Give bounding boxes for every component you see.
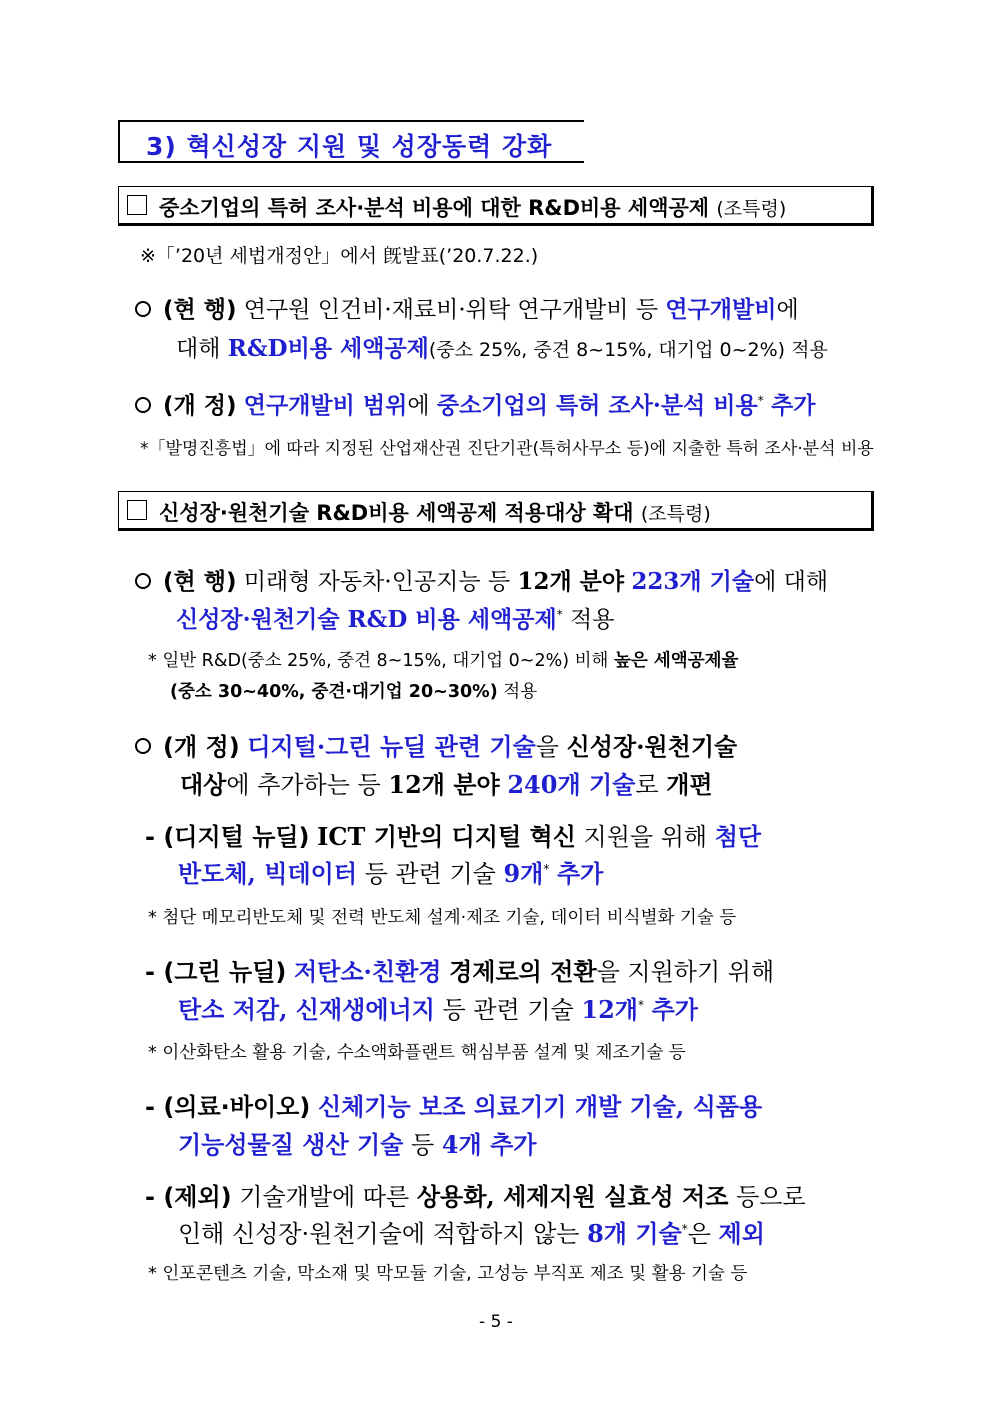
block1-current-line2: 대해 R&D비용 세액공제(중소 25%, 중견 8~15%, 대기업 0~2%) 적용 <box>176 335 828 362</box>
block2-current-line2: 신성장·원천기술 R&D 비용 세액공제* 적용 <box>176 606 615 633</box>
circle-bullet-icon <box>135 301 151 317</box>
digital-line1: - (디지털 뉴딜) ICT 기반의 디지털 혁신 지원을 위해 첨단 <box>145 822 762 851</box>
block2-current-line1: (현 행) 미래형 자동차·인공지능 등 12개 분야 223개 기술에 대해 <box>135 563 828 596</box>
circle-bullet-icon <box>135 738 151 754</box>
exclude-note: * 인포콘텐츠 기술, 막소재 및 막모듈 기술, 고성능 부직포 제조 및 활용 기술 등 <box>148 1264 748 1284</box>
page-number: - 5 - <box>479 1312 513 1332</box>
bio-line2: 기능성물질 생산 기술 등 4개 추가 <box>178 1130 537 1159</box>
block2-heading: 신성장·원천기술 R&D비용 세액공제 적용대상 확대 (조특령) <box>159 501 711 525</box>
block1-ref-note: ※「’20년 세법개정안」에서 旣발표(’20.7.22.) <box>140 245 539 267</box>
block1-current-line1: (현 행) 연구원 인건비·재료비·위탁 연구개발비 등 연구개발비에 <box>135 291 799 324</box>
digital-note: * 첨단 메모리반도체 및 전력 반도체 설계·제조 기술, 데이터 비식별화 기술 등 <box>148 908 737 928</box>
block1-heading-box <box>118 186 874 226</box>
section-title-box <box>118 120 584 163</box>
square-bullet-icon <box>127 500 147 520</box>
exclude-line1: - (제외) 기술개발에 따른 상용화, 세제지원 실효성 저조 등으로 <box>145 1182 806 1211</box>
green-note: * 이산화탄소 활용 기술, 수소액화플랜트 핵심부품 설계 및 제조기술 등 <box>148 1043 686 1063</box>
circle-bullet-icon <box>135 397 151 413</box>
green-line1: - (그린 뉴딜) 저탄소·친환경 경제로의 전환을 지원하기 위해 <box>145 957 775 986</box>
block2-current-note-line1: * 일반 R&D(중소 25%, 중견 8~15%, 대기업 0~2%) 비해 높은 세액공제율 <box>148 651 739 671</box>
block2-current-note-line2: (중소 30~40%, 중견·대기업 20~30%) 적용 <box>170 682 538 702</box>
block2-revision-line1: (개 정) 디지털·그린 뉴딜 관련 기술을 신성장·원천기술 <box>135 727 737 762</box>
section-title: 3) 혁신성장 지원 및 성장동력 강화 <box>146 132 553 161</box>
block1-footnote: *「발명진흥법」에 따라 지정된 산업재산권 진단기관(특허사무소 등)에 지출한 특허 조사·분석 비용 <box>140 439 874 459</box>
block2-revision-line2: 대상에 추가하는 등 12개 분야 240개 기술로 개편 <box>180 770 713 799</box>
block1-heading: 중소기업의 특허 조사·분석 비용에 대한 R&D비용 세액공제 (조특령) <box>159 196 787 220</box>
block2-heading-box <box>118 491 874 531</box>
circle-bullet-icon <box>135 573 151 589</box>
block1-revision-line: (개 정) 연구개발비 범위에 중소기업의 특허 조사·분석 비용* 추가 <box>135 387 815 420</box>
square-bullet-icon <box>127 195 147 215</box>
green-line2: 탄소 저감, 신재생에너지 등 관련 기술 12개* 추가 <box>178 995 698 1024</box>
exclude-line2: 인해 신성장·원천기술에 적합하지 않는 8개 기술*은 제외 <box>178 1219 765 1248</box>
bio-line1: - (의료·바이오) 신체기능 보조 의료기기 개발 기술, 식품용 <box>145 1092 763 1121</box>
digital-line2: 반도체, 빅데이터 등 관련 기술 9개* 추가 <box>178 859 604 888</box>
